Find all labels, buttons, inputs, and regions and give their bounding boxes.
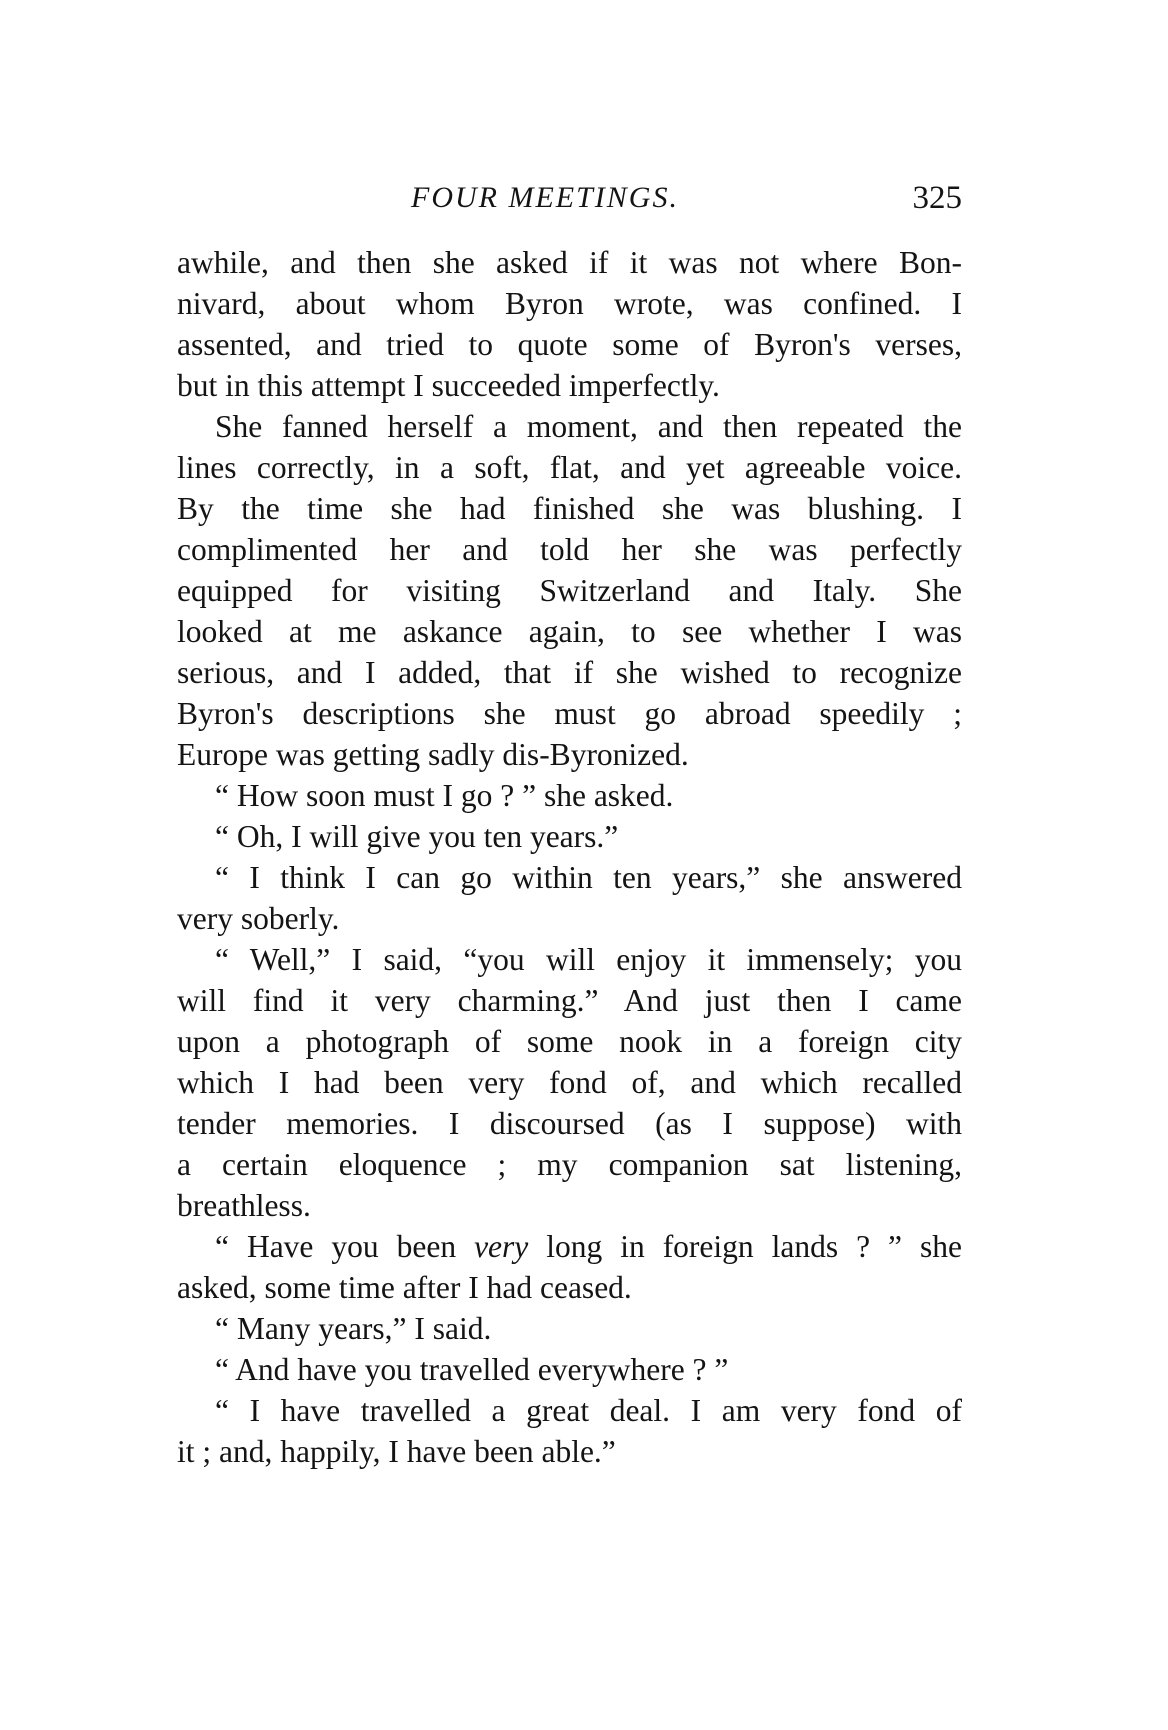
text-line: “ Many years,” I said. xyxy=(215,1311,492,1346)
paragraph xyxy=(177,1390,962,1472)
paragraph xyxy=(177,406,962,775)
text-line: which I had been very fond of, and which recalled xyxy=(177,1065,962,1100)
text-line: awhile, and then she asked if it was not where Bon- xyxy=(177,245,962,280)
text-line: Byron's descriptions she must go abroad speedily ; xyxy=(177,696,962,731)
paragraph xyxy=(177,816,962,857)
italic-word: very xyxy=(474,1229,529,1264)
text-line: serious, and I added, that if she wished to recognize xyxy=(177,655,962,690)
running-title: FOUR MEETINGS. xyxy=(411,181,679,214)
paragraph xyxy=(177,939,962,1226)
text-line: equipped for visiting Switzerland and Italy. She xyxy=(177,573,962,608)
text-line: tender memories. I discoursed (as I suppose) with xyxy=(177,1106,962,1141)
text-line: “ I think I can go within ten years,” she answered xyxy=(215,860,962,895)
text-line: Europe was getting sadly dis-Byronized. xyxy=(177,737,689,772)
paragraph xyxy=(177,857,962,939)
body-text xyxy=(177,242,962,1472)
paragraph xyxy=(177,242,962,406)
text-segment: “ Have you been xyxy=(215,1229,475,1264)
text-line: complimented her and told her she was perfectly xyxy=(177,532,962,567)
text-line: “ I have travelled a great deal. I am very fond of xyxy=(215,1393,962,1428)
text-line: assented, and tried to quote some of Byron's verses, xyxy=(177,327,962,362)
page-header xyxy=(177,178,962,218)
text-line: lines correctly, in a soft, flat, and yet agreeable voice. xyxy=(177,450,962,485)
text-line: She fanned herself a moment, and then repeated the xyxy=(215,409,962,444)
text-line: “ Oh, I will give you ten years.” xyxy=(215,819,619,854)
text-line: “ How soon must I go ? ” she asked. xyxy=(215,778,674,813)
text-line: looked at me askance again, to see whether I was xyxy=(177,614,962,649)
text-line: but in this attempt I succeeded imperfectly. xyxy=(177,368,720,403)
text-line: upon a photograph of some nook in a foreign city xyxy=(177,1024,962,1059)
page-number: 325 xyxy=(912,180,962,216)
text-line: breathless. xyxy=(177,1188,311,1223)
paragraph xyxy=(177,775,962,816)
text-line: “ And have you travelled everywhere ? ” xyxy=(215,1352,729,1387)
text-line: it ; and, happily, I have been able.” xyxy=(177,1434,616,1469)
text-line: a certain eloquence ; my companion sat listening, xyxy=(177,1147,962,1182)
text-line: By the time she had finished she was blushing. I xyxy=(177,491,962,526)
text-line: “ Well,” I said, “you will enjoy it immensely; you xyxy=(215,942,962,977)
paragraph xyxy=(177,1308,962,1349)
text-segment: long in foreign lands ? ” she xyxy=(528,1229,962,1264)
text-line: asked, some time after I had ceased. xyxy=(177,1270,632,1305)
text-line: very soberly. xyxy=(177,901,340,936)
text-line xyxy=(177,1226,962,1267)
text-line: will find it very charming.” And just then I came xyxy=(177,983,962,1018)
paragraph xyxy=(177,1226,962,1308)
paragraph xyxy=(177,1349,962,1390)
text-line: nivard, about whom Byron wrote, was confined. I xyxy=(177,286,962,321)
